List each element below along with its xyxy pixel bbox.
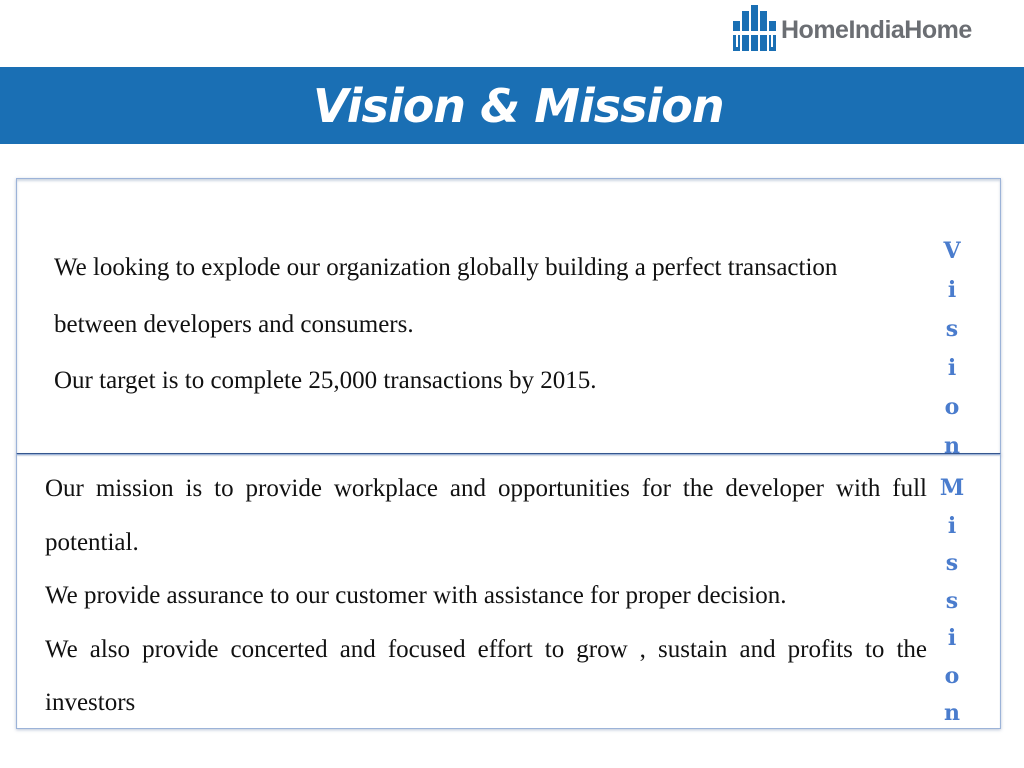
mission-vertical-label — [937, 470, 967, 733]
logo-text: HomeIndiaHome — [781, 15, 972, 44]
mission-label-letter: n — [944, 700, 960, 726]
vision-label-letter: o — [944, 394, 960, 420]
mission-statement — [45, 462, 927, 730]
vision-label-letter: i — [947, 277, 957, 303]
page-title: Vision & Mission — [313, 79, 724, 133]
mission-label-letter: s — [945, 587, 959, 614]
vision-line: Our target is to complete 25,000 transactions by 2015. — [54, 367, 597, 394]
vision-label-letter: s — [945, 316, 959, 342]
vision-vertical-label — [937, 232, 967, 466]
mission-line: We also provide concerted and focused effort to grow , sustain and profits to the investors — [45, 635, 927, 716]
vision-label-letter: n — [944, 433, 960, 459]
building-logo-icon — [733, 5, 777, 51]
vision-label-letter: V — [943, 238, 961, 264]
mission-label-letter: i — [947, 512, 957, 539]
vision-label-letter: i — [947, 355, 957, 381]
mission-label-letter: i — [947, 625, 957, 651]
mission-label-letter: s — [945, 550, 959, 576]
company-logo — [733, 5, 972, 51]
vision-line: We looking to explode our organization globally building a perfect transaction between developers and consumers. — [54, 254, 838, 338]
mission-line: Our mission is to provide workplace and opportunities for the developer with full potential. — [45, 475, 927, 556]
vision-statement — [54, 240, 914, 410]
mission-line: We provide assurance to our customer with assistance for proper decision. — [45, 582, 787, 609]
mission-label-letter: M — [939, 475, 965, 501]
mission-label-letter: o — [944, 662, 960, 689]
